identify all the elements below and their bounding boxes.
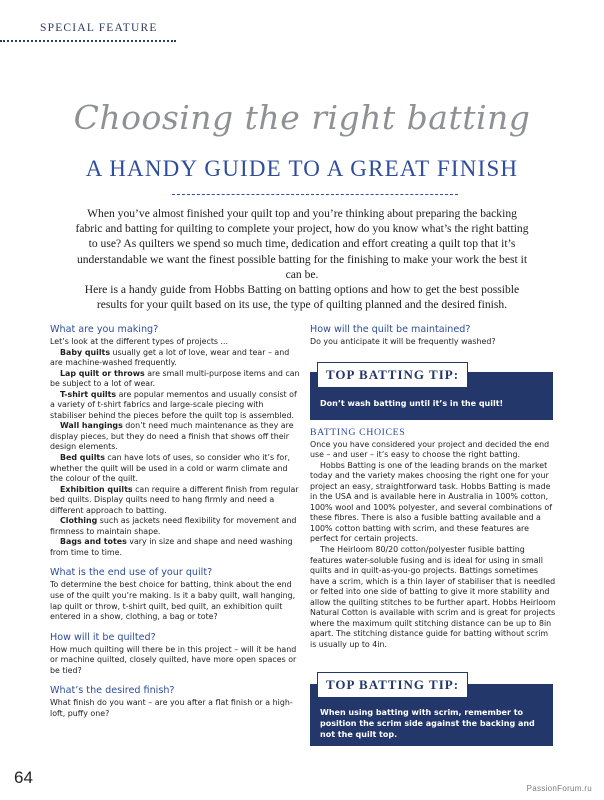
tip-label-1: TOP BATTING TIP: xyxy=(317,362,468,388)
list-item: Exhibition quilts can require a different finish from regular bed quilts. Display quilts need to hang firmly and need a different approach to batting. xyxy=(50,484,299,515)
intro-text xyxy=(74,206,530,312)
tip-text-2: When using batting with scrim, remember to position the scrim side against the backing and not the quilt top. xyxy=(320,708,535,739)
list-item: Wall hangings don’t need much maintenance as they are display pieces, but they do need a finish that shows off their design elements. xyxy=(50,421,294,452)
what-making-lead: Let’s look at the different types of projects ... xyxy=(50,337,229,346)
page-number: 64 xyxy=(14,768,33,787)
right-column xyxy=(310,324,556,348)
choices-paragraph-3: The Heirloom 80/20 cotton/polyester fusible batting features water-soluble fusing and is ideal for using in small quilts and in quilt-as-you-go projects. Battings sometimes have a scrim, which is a thin layer of stabiliser that is needled or felted into one side of batting to give it more stability and allow the quilting stitches to be further apart. Hobbs Heirloom Natural Cotton is available with scrim and is great for projects where the maximum quilt stitching distance can be up to 8in apart. The stitching distance guide for batting without scrim is usually up to 4in. xyxy=(310,545,556,649)
batting-choices-section xyxy=(310,428,556,650)
list-item: T-shirt quilts are popular mementos and usually consist of a variety of t-shirt fabrics and large-scale piecing with stabiliser behind the pieces before the quilt top is assembled. xyxy=(50,389,297,420)
list-item: Bags and totes vary in size and shape and need washing from time to time. xyxy=(50,537,293,557)
end-use-text: To determine the best choice for batting, think about the end use of the quilt you’re making. Is it a baby quilt, wall hanging, lap quilt or throw, t-shirt quilt, bed quilt, an exhibition quilt entered in a show, clothing, a bag or tote? xyxy=(50,580,296,622)
tip-text-1: Don’t wash batting until it’s in the quilt! xyxy=(320,399,504,408)
heading-batting-choices: BATTING CHOICES xyxy=(310,427,406,438)
section-label-rule xyxy=(0,40,176,42)
maintained-text: Do you anticipate it will be frequently washed? xyxy=(310,337,496,346)
heading-finish: What’s the desired finish? xyxy=(50,685,175,697)
heading-maintained: How will the quilt be maintained? xyxy=(310,324,471,335)
list-item: Baby quilts usually get a lot of love, wear and tear – and are machine-washed frequently. xyxy=(50,347,290,368)
list-item: Clothing such as jackets need flexibility for movement and firmness to maintain shape. xyxy=(50,516,297,536)
tip-label-2: TOP BATTING TIP: xyxy=(317,672,468,698)
list-item: Lap quilt or throws are small multi-purpose items and can be subject to a lot of wear. xyxy=(50,368,300,389)
choices-paragraph-2: Hobbs Batting is one of the leading brands on the market today and the variety makes choosing the right one for your project an easy, straightforward task. Hobbs Batting is made in the USA and is available here in Australia in 100% cotton, 100% wool and 100% polyester, and several combinations of these fibres. There is also a fusible batting available and a 100% cotton batting with scrim, and these features are perfect for certain projects. xyxy=(310,460,553,544)
feature-subtitle: A HANDY GUIDE TO A GREAT FINISH xyxy=(85,156,519,181)
feature-title: Choosing the right batting xyxy=(73,98,531,137)
quilted-text: How much quilting will there be in this project – will it be hand or machine quilted, closely quilted, have more open spaces or be tied? xyxy=(50,644,297,675)
heading-end-use: What is the end use of your quilt? xyxy=(50,567,213,579)
section-label: SPECIAL FEATURE xyxy=(40,22,158,34)
left-column xyxy=(50,324,300,719)
watermark: PassionForum.ru xyxy=(526,784,592,793)
intro-paragraph-2: Here is a handy guide from Hobbs Batting on batting options and how to get the best possible results for your quilt based on its use, the type of quilting planned and the desired finish. xyxy=(84,283,520,312)
heading-what-making: What are you making? xyxy=(50,324,159,335)
list-item: Bed quilts can have lots of uses, so consider who it’s for, whether the quilt will be used in a cold or warm climate and the colour of the quilt. xyxy=(50,453,291,484)
intro-paragraph-1: When you’ve almost finished your quilt top and you’re thinking about preparing the backing fabric and batting for quilting to complete your project, how do you know what’s the right batting to use? As quilters we spend so much time, dedication and effort creating a quilt top that it’s understandable we want the finest possible batting for the finishing to make your work the best it can be. xyxy=(75,207,529,281)
choices-paragraph-1: Once you have considered your project and decided the end use – and user – it’s easy to choose the right batting. xyxy=(310,439,550,460)
heading-quilted: How will it be quilted? xyxy=(50,631,156,643)
subtitle-rule xyxy=(172,194,458,195)
finish-text: What finish do you want – are you after a flat finish or a high-loft, puffy one? xyxy=(50,698,293,718)
